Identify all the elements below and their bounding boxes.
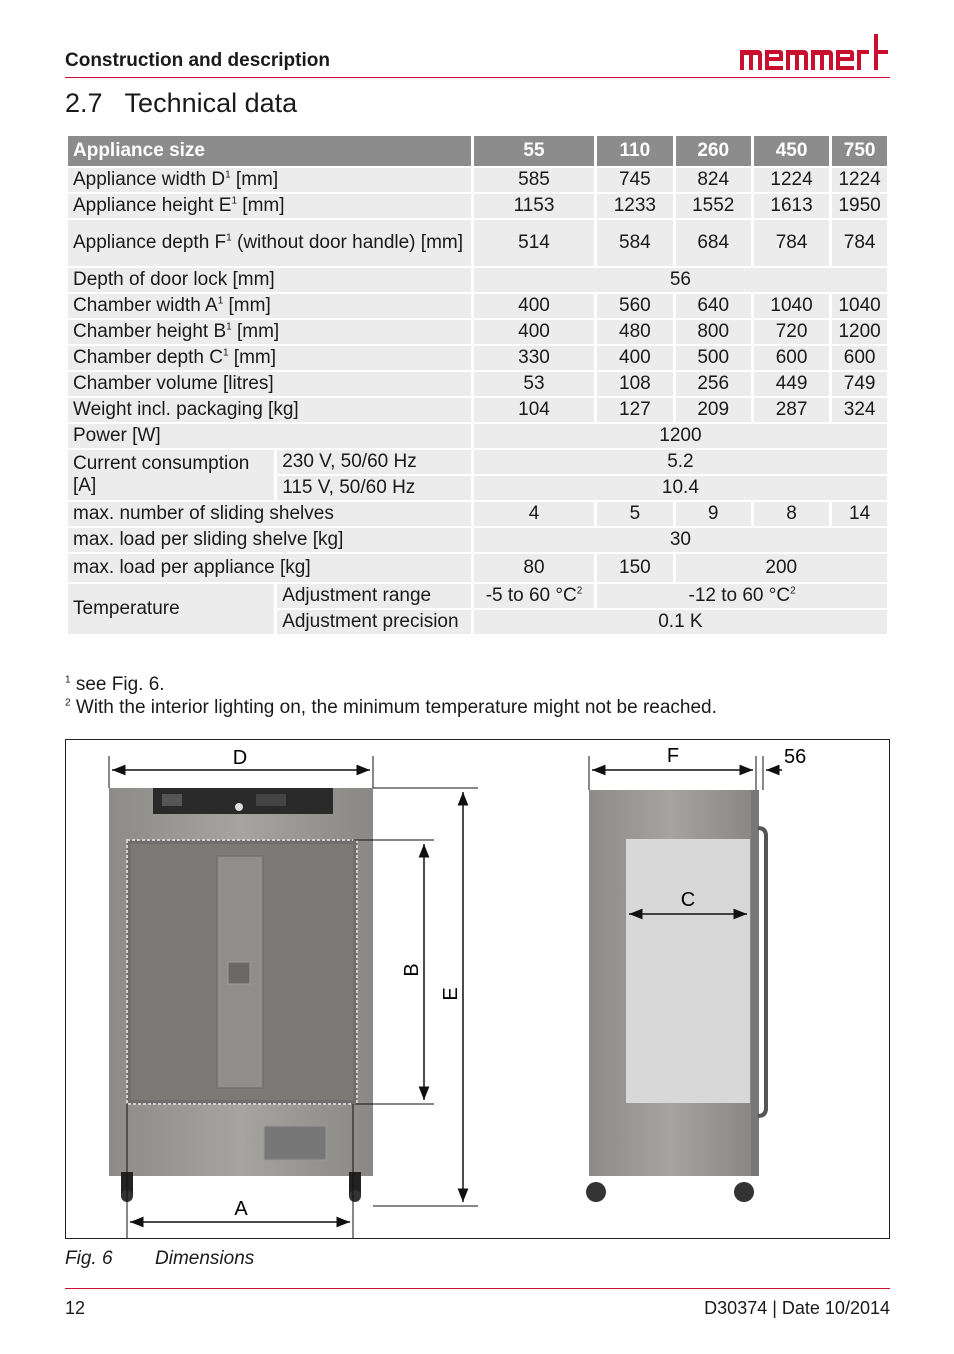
- header-size: 110: [597, 136, 672, 166]
- table-cell: 5: [597, 502, 672, 526]
- table-cell: -5 to 60 $^\circ C^2$: [474, 584, 594, 608]
- row-label: Chamber volume [litres]: [68, 372, 471, 396]
- table-cell: 108: [597, 372, 672, 396]
- table-cell: 1613: [754, 194, 829, 218]
- footnote-2: $^2$ With the interior lighting on, the minimum temperature might not be reached.: [65, 697, 717, 718]
- memmert-logo: [738, 32, 890, 72]
- table-row: [68, 450, 887, 474]
- row-label: max. load per sliding shelve [kg]: [68, 528, 471, 552]
- label-a: A: [234, 1198, 248, 1220]
- figure-title: Dimensions: [155, 1248, 255, 1269]
- header-size: 55: [474, 136, 594, 166]
- table-cell: 400: [474, 294, 594, 318]
- table-cell: 104: [474, 398, 594, 422]
- sub-label: 230 V, 50/60 Hz: [277, 450, 471, 474]
- table-row: [68, 584, 887, 608]
- table-cell: 449: [754, 372, 829, 396]
- table-cell: 585: [474, 168, 594, 192]
- header-size: 450: [754, 136, 829, 166]
- table-row: [68, 346, 887, 370]
- document-reference: D30374 | Date 10/2014: [704, 1298, 890, 1318]
- page-number: 12: [65, 1298, 86, 1318]
- table-cell: 1200: [832, 320, 887, 344]
- table-cell: 560: [597, 294, 672, 318]
- header-rule: [65, 77, 890, 78]
- row-label: Power [W]: [68, 424, 471, 448]
- table-cell: 1552: [676, 194, 751, 218]
- figure-caption: [65, 1248, 254, 1270]
- table-cell: 80: [474, 554, 594, 582]
- table-cell: 10.4: [474, 476, 887, 500]
- header-size: 750: [832, 136, 887, 166]
- table-cell: 53: [474, 372, 594, 396]
- table-header-row: [68, 136, 887, 166]
- label-b: B: [401, 963, 423, 977]
- sub-label: Adjustment precision: [277, 610, 471, 634]
- row-label: Depth of door lock [mm]: [68, 268, 471, 292]
- table-row: [68, 372, 887, 396]
- table-cell: 784: [832, 220, 887, 266]
- table-cell: 480: [597, 320, 672, 344]
- table-cell: 127: [597, 398, 672, 422]
- table-cell: 784: [754, 220, 829, 266]
- table-cell: 720: [754, 320, 829, 344]
- label-c: C: [680, 889, 696, 911]
- table-cell: 287: [754, 398, 829, 422]
- table-row: [68, 320, 887, 344]
- footnote-1: $^1$ see Fig. 6.: [65, 674, 165, 695]
- table-cell: 584: [597, 220, 672, 266]
- table-cell: 324: [832, 398, 887, 422]
- table-cell: 150: [597, 554, 672, 582]
- header-label: Appliance size: [68, 136, 471, 166]
- table-cell: 4: [474, 502, 594, 526]
- label-lock-depth: 56: [784, 746, 807, 768]
- label-f: F: [666, 745, 680, 767]
- table-cell: 8: [754, 502, 829, 526]
- table-cell: 600: [754, 346, 829, 370]
- table-cell: 1200: [474, 424, 887, 448]
- figure-number: Fig. 6: [65, 1248, 113, 1269]
- row-label: Temperature: [68, 584, 274, 634]
- label-d: D: [232, 747, 248, 769]
- section-title: Technical data: [124, 88, 298, 118]
- row-label: Appliance depth $F^1$ (without door handle) [mm]: [68, 220, 471, 266]
- table-cell: 1040: [754, 294, 829, 318]
- table-cell: 256: [676, 372, 751, 396]
- table-cell: 640: [676, 294, 751, 318]
- table-cell: 749: [832, 372, 887, 396]
- table-cell: 400: [597, 346, 672, 370]
- row-label: Appliance width $D^1$ [mm]: [68, 168, 471, 192]
- row-label: max. number of sliding shelves: [68, 502, 471, 526]
- table-cell: 56: [474, 268, 887, 292]
- row-label: Appliance height $E^1$ [mm]: [68, 194, 471, 218]
- table-cell: 514: [474, 220, 594, 266]
- section-header: Construction and description: [65, 50, 330, 71]
- row-label: Current consumption [A]: [68, 450, 274, 500]
- table-row: [68, 268, 887, 292]
- page-title: [65, 88, 297, 119]
- dimensions-drawing: [66, 740, 889, 1238]
- table-row: [68, 220, 887, 266]
- section-number: 2.7: [65, 88, 103, 118]
- table-cell: 330: [474, 346, 594, 370]
- table-cell: 1224: [832, 168, 887, 192]
- table-cell: 14: [832, 502, 887, 526]
- table-cell: 1224: [754, 168, 829, 192]
- row-label: Chamber depth $C^1$ [mm]: [68, 346, 471, 370]
- table-cell: 209: [676, 398, 751, 422]
- footer-rule: [65, 1288, 890, 1289]
- technical-data-table: [65, 134, 890, 636]
- table-cell: 684: [676, 220, 751, 266]
- table-cell: 500: [676, 346, 751, 370]
- sub-label: Adjustment range: [277, 584, 471, 608]
- table-cell: 800: [676, 320, 751, 344]
- table-cell: 400: [474, 320, 594, 344]
- table-row: [68, 502, 887, 526]
- table-cell: 824: [676, 168, 751, 192]
- table-cell: 1153: [474, 194, 594, 218]
- row-label: max. load per appliance [kg]: [68, 554, 471, 582]
- side-view: [586, 790, 766, 1202]
- table-cell: 600: [832, 346, 887, 370]
- label-e: E: [440, 987, 462, 1001]
- table-row: [68, 398, 887, 422]
- table-cell: 1950: [832, 194, 887, 218]
- front-view: [109, 788, 373, 1202]
- table-row: [68, 528, 887, 552]
- table-row: [68, 554, 887, 582]
- table-row: [68, 294, 887, 318]
- table-cell: 200: [676, 554, 887, 582]
- row-label: Chamber width $A^1$ [mm]: [68, 294, 471, 318]
- table-cell: 745: [597, 168, 672, 192]
- table-cell: 9: [676, 502, 751, 526]
- table-cell: 30: [474, 528, 887, 552]
- dimensions-figure: [65, 739, 890, 1239]
- table-cell: 0.1 K: [474, 610, 887, 634]
- table-cell: 1233: [597, 194, 672, 218]
- header-size: 260: [676, 136, 751, 166]
- table-cell: 1040: [832, 294, 887, 318]
- table-row: [68, 168, 887, 192]
- row-label: Chamber height $B^1$ [mm]: [68, 320, 471, 344]
- table-row: [68, 194, 887, 218]
- table-row: [68, 424, 887, 448]
- row-label: Weight incl. packaging [kg]: [68, 398, 471, 422]
- footnotes: [65, 673, 717, 719]
- table-cell: 5.2: [474, 450, 887, 474]
- table-cell: -12 to 60 $^\circ C^2$: [597, 584, 887, 608]
- sub-label: 115 V, 50/60 Hz: [277, 476, 471, 500]
